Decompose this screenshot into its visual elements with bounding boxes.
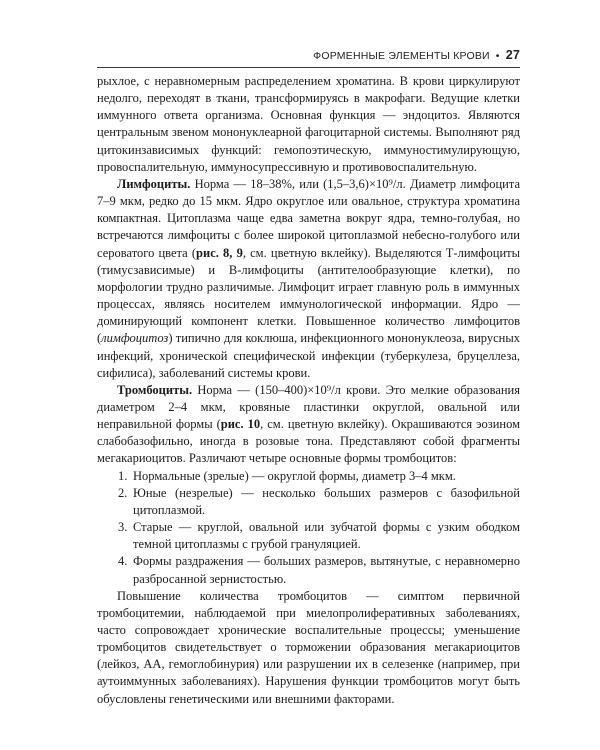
platelet-forms-list [97, 468, 520, 588]
page-header [97, 43, 520, 68]
platelets-term: Тромбоциты. [117, 382, 193, 397]
lymphocytes-text-1: Норма — 18–38%, или (1,5–3,6)×10⁹/л. Диаметр лимфоцита 7–9 мкм, редко до 15 мкм. Ядро округлое или овальное, структура хроматина компактная. Цитоплазма чаще едва заметна вокруг ядра, темно-голубая, но встречаются лимфоциты с более широкой цитоплазмой небесно-голубого или сероватого цвета ( [97, 176, 520, 260]
lymphocytes-term: Лимфоциты. [117, 176, 191, 191]
page-number: 27 [505, 48, 520, 62]
list-item-number: 2. [118, 485, 128, 500]
list-item-text: Старые — круглой, овальной или зубчатой формы с узким ободком темной цитоплазмы с грубой грануляцией. [133, 520, 520, 552]
platelets-text-2: , см. цветную вклейку). Окрашиваются эозином слабобазофильно, иногда в розовые тона. Представляют собой фрагменты мегакариоцитов. Различают четыре основные формы тромбоцитов: [97, 417, 521, 466]
list-item [97, 553, 520, 587]
lymphocytes-text-3: ) типично для коклюша, инфекционного мононуклеоза, вирусных инфекций, хронической специфической инфекции (туберкулеза, бруцеллеза, сифилиса), заболеваний системы крови. [97, 331, 520, 380]
list-item-text: Нормальные (зрелые) — округлой формы, диаметр 3–4 мкм. [133, 468, 456, 483]
lymphocytes-text-2: , см. цветную вклейку). Выделяются Т-лимфоциты (тимусзависимые) и В-лимфоциты (антителообразующие клетки), по морфологии трудно различимые. Лимфоцит играет главную роль в иммунных процессах, являясь носителем иммунологической информации. Ядро — доминирующий компонент клетки. Повышенное количество лимфоцитов ( [97, 245, 521, 346]
platelets-text-1: Норма — (150–400)×10⁹/л крови. Это мелкие образования диаметром 2–4 мкм, кровяные пластинки округлой, овальной или неправильной формы ( [97, 382, 521, 432]
list-item [97, 519, 520, 553]
platelets-paragraph [97, 382, 520, 468]
page-body [97, 73, 520, 708]
running-head [313, 48, 520, 62]
running-title: ФОРМЕННЫЕ ЭЛЕМЕНТЫ КРОВИ [313, 50, 490, 62]
list-item-number: 3. [118, 520, 128, 535]
intro-paragraph: рыхлое, с неравномерным распределением хроматина. В крови циркулируют недолго, переходят в ткани, трансформируясь в макрофаги. Ведущие клетки иммунного ответа организма. Основная функция — эндоцитоз. Являются центральным звеном мононуклеарной фагоцитарной системы. Выполняют ряд цитокинзависимых функций: гемопоэтическую, иммуностимулирующую, провоспалительную, иммуносупрессивную и противовоспалительную. [97, 74, 520, 174]
list-item-text: Юные (незрелые) — несколько больших размеров с базофильной цитоплазмой. [133, 485, 520, 517]
list-item-number: 1. [118, 468, 128, 483]
lymphocytes-paragraph [97, 176, 520, 382]
list-item-text: Формы раздражения — больших размеров, вытянутые, с неравномерно разбросанной зернистостью. [133, 554, 520, 586]
list-item [97, 485, 520, 519]
lymphocytosis-term: лимфоцитоз [101, 331, 169, 346]
list-item-number: 4. [118, 554, 128, 569]
closing-paragraph: Повышение количества тромбоцитов — симптом первичной тромбоцитемии, наблюдаемой при миелопролиферативных заболеваниях, часто сопровождает хронические воспалительные процессы; уменьшение тромбоцитов свидетельствует о торможении образования мегакариоцитов (лейкоз, АА, гемоглобинурия) или разрушении их в селезенке (например, при аутоиммунных заболеваниях). Нарушения функции тромбоцитов могут быть обусловлены генетическими или внешними факторами. [97, 588, 520, 706]
bullet-separator: • [495, 50, 500, 62]
platelets-figure-ref: рис. 10 [220, 417, 261, 432]
lymphocytes-figure-ref: рис. 8, 9 [196, 245, 243, 260]
list-item [97, 468, 520, 485]
